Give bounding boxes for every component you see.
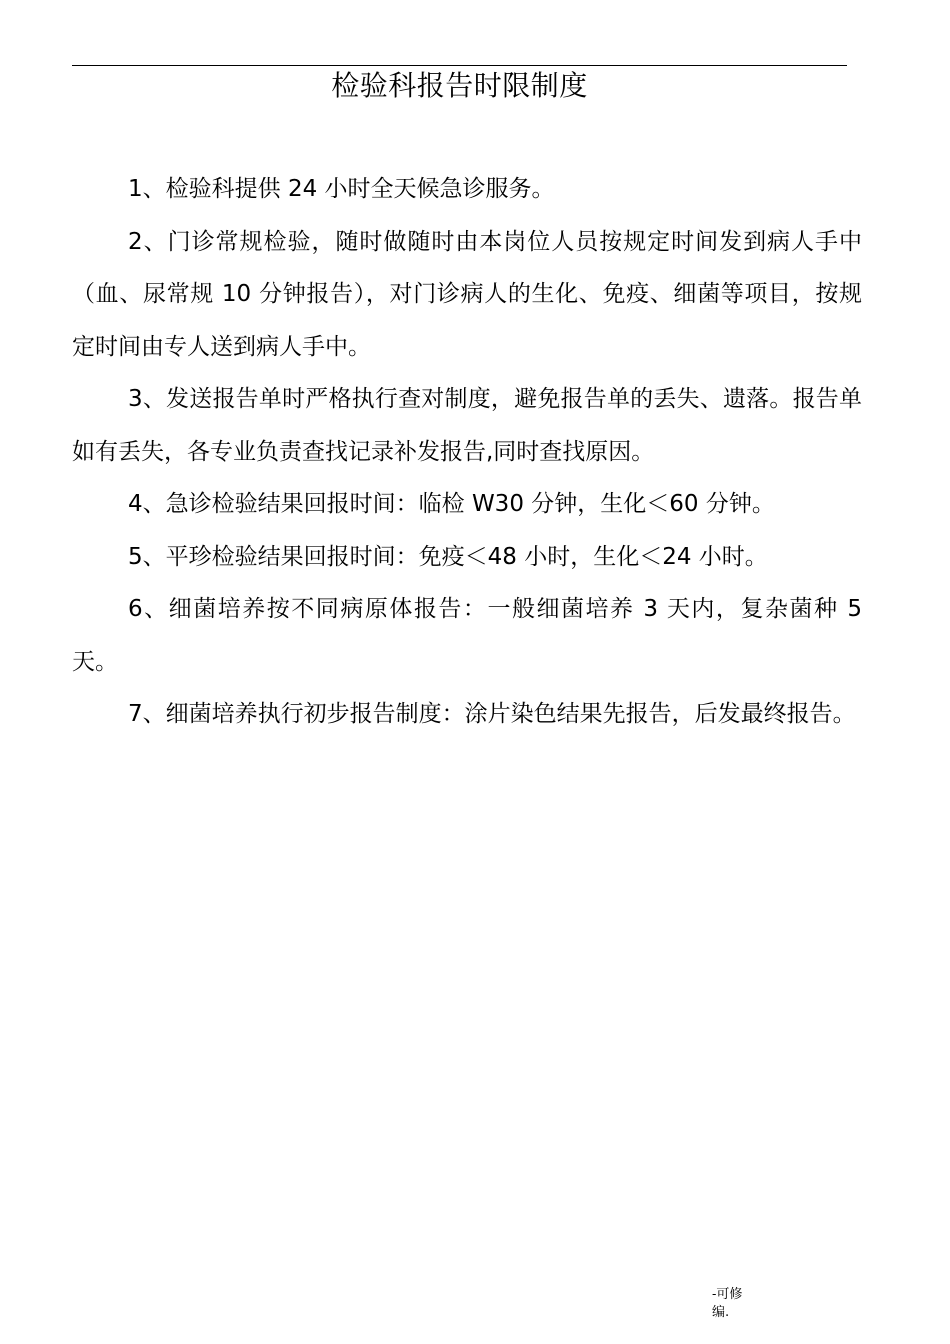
footer-note: -可修编. [712,1287,743,1320]
paragraph-3: 3、发送报告单时严格执行查对制度，避免报告单的丢失、遗落。报告单如有丢失，各专业负责查找记录补发报告,同时查找原因。 [72,386,862,465]
paragraph-5: 5、平珍检验结果回报时间：免疫＜48 小时，生化＜24 小时。 [128,543,768,570]
paragraph-6: 6、细菌培养按不同病原体报告：一般细菌培养 3 天内，复杂菌种 5 天。 [72,596,862,675]
paragraph-7: 7、细菌培养执行初步报告制度：涂片染色结果先报告，后发最终报告。 [128,701,856,727]
document-body [72,163,862,741]
paragraph-1: 1、检验科提供 24 小时全天候急诊服务。 [128,176,555,202]
paragraph-2: 2、门诊常规检验，随时做随时由本岗位人员按规定时间发到病人手中（血、尿常规 10 分钟报告），对门诊病人的生化、免疫、细菌等项目，按规定时间由专人送到病人手中。 [72,228,862,360]
page-title: 检验科报告时限制度 [331,69,588,102]
paragraph-4: 4、急诊检验结果回报时间：临检 W30 分钟，生化＜60 分钟。 [128,491,775,517]
